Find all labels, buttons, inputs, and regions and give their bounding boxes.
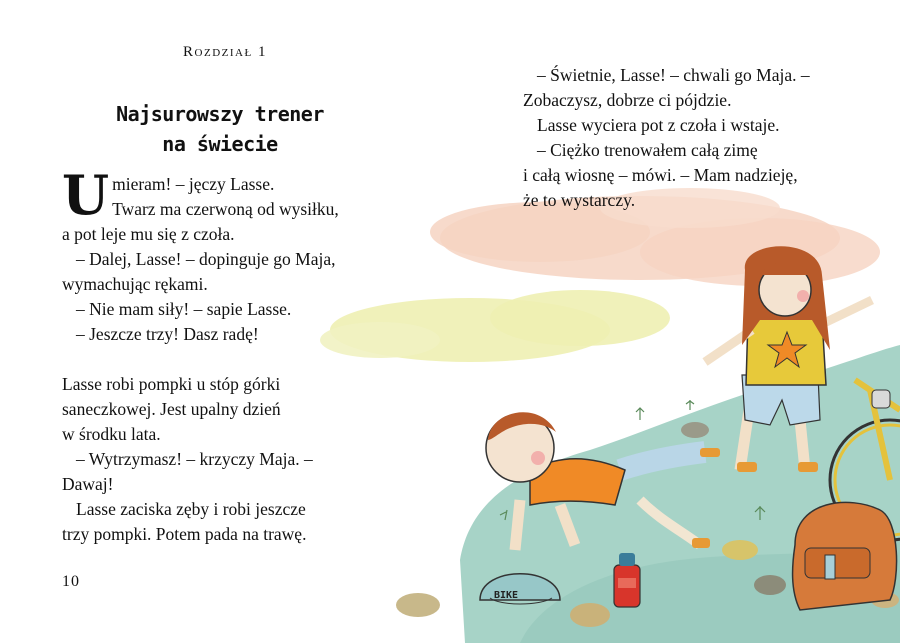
- text-line: Dawaj!: [62, 474, 114, 494]
- chapter-label: Rozdział 1: [183, 44, 267, 60]
- text-line: Lasse zaciska zęby i robi jeszcze: [76, 499, 306, 519]
- text-line: Zobaczysz, dobrze ci pójdzie.: [523, 90, 732, 110]
- text-line: i całą wiosnę – mówi. – Mam nadzieję,: [523, 165, 798, 185]
- text-line: saneczkowej. Jest upalny dzień: [62, 399, 281, 419]
- text-line: – Jeszcze trzy! Dasz radę!: [76, 324, 259, 344]
- text-line: a pot leje mu się z czoła.: [62, 224, 235, 244]
- helmet-text: BIKE: [494, 590, 519, 601]
- text-line: Lasse robi pompki u stóp górki: [62, 374, 281, 394]
- chapter-title: [85, 99, 355, 159]
- text-line: – Ciężko trenowałem całą zimę: [537, 140, 758, 160]
- text-line: Twarz ma czerwoną od wysiłku,: [112, 199, 339, 219]
- chapter-title-line-1: Najsurowszy trener: [116, 102, 324, 126]
- chapter-title-line-2: na świecie: [162, 132, 278, 156]
- text-line: w środku lata.: [62, 424, 161, 444]
- text-line: – Dalej, Lasse! – dopinguje go Maja,: [76, 249, 336, 269]
- text-line: że to wystarczy.: [523, 190, 636, 210]
- backpack: [793, 502, 897, 610]
- text-line: – Nie mam siły! – sapie Lasse.: [76, 299, 292, 319]
- first-line-text: mieram! – jęczy Lasse.: [112, 174, 275, 194]
- right-page-text: [523, 63, 810, 213]
- page-number: 10: [62, 573, 80, 590]
- text-line: – Wytrzymasz! – krzyczy Maja. –: [76, 449, 313, 469]
- text-line: wymachując rękami.: [62, 274, 208, 294]
- text-line: Lasse wyciera pot z czoła i wstaje.: [537, 115, 780, 135]
- yellow-cloud: [320, 290, 670, 362]
- drop-cap: U: [62, 163, 110, 227]
- left-page-text: [62, 163, 339, 547]
- text-line: trzy pompki. Potem pada na trawę.: [62, 524, 307, 544]
- text-line: – Świetnie, Lasse! – chwali go Maja. –: [537, 65, 810, 85]
